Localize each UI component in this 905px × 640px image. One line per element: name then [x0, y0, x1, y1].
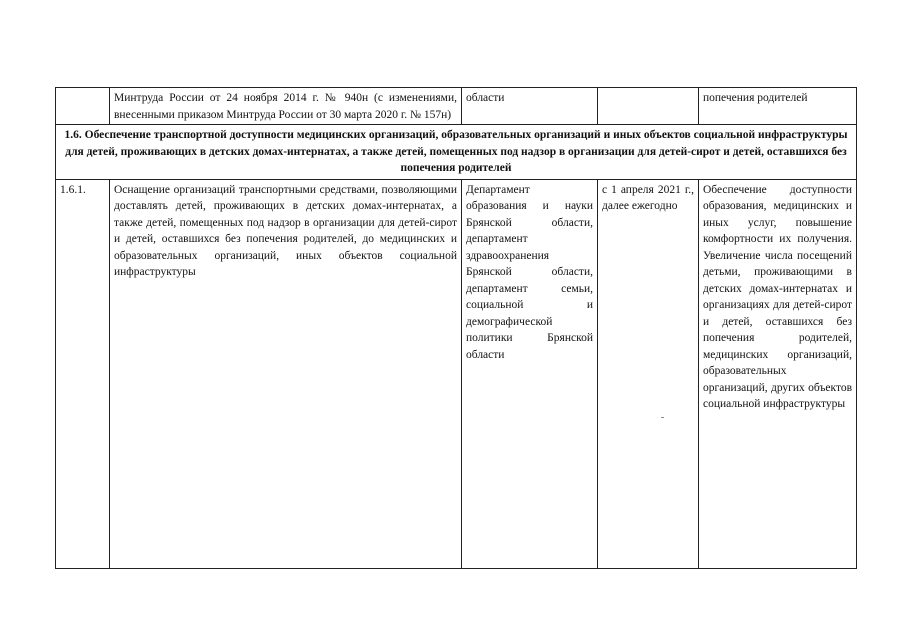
- cell-measure: Оснащение организаций транспортными средствами, позволяющими доставлять детей, проживающих в детских домах-интернатах, а также детей, помещенных под надзор в организации для детей-сирот и детей, оставшихся без попечения родителей, до медицинских и образовательных организаций, иных объектов социальной инфраструктуры: [110, 179, 462, 568]
- scan-mark: [661, 417, 664, 418]
- cell-number: [56, 88, 110, 125]
- plan-table: [55, 87, 857, 569]
- cell-deadline: [598, 88, 699, 125]
- section-heading-row: [56, 125, 857, 180]
- cell-result: Обеспечение доступности образования, медицинских и иных услуг, повышение комфортности их получения. Увеличение числа посещений детьми, проживающими в детских домах-интернатах и организациях для детей-сирот и детей, оставшихся без попечения родителей, медицинских организаций, образовательных организаций, других объектов социальной инфраструктуры: [699, 179, 857, 568]
- cell-number: 1.6.1.: [56, 179, 110, 568]
- cell-result: попечения родителей: [699, 88, 857, 125]
- cell-executor: области: [462, 88, 598, 125]
- cell-measure: Минтруда России от 24 ноября 2014 г. № 940н (с изменениями, внесенными приказом Минтруда России от 30 марта 2020 г. № 157н): [110, 88, 462, 125]
- section-heading: 1.6. Обеспечение транспортной доступности медицинских организаций, образовательных организаций и иных объектов социальной инфраструктуры для детей, проживающих в детских домах-интернатах, а также детей, помещенных под надзор в организации для детей-сирот и детей, оставшихся без попечения родителей: [56, 125, 857, 180]
- table-row: [56, 88, 857, 125]
- cell-deadline: с 1 апреля 2021 г., далее ежегодно: [598, 179, 699, 568]
- cell-executor: Департамент образования и науки Брянской области, департамент здравоохранения Брянской области, департамент семьи, социальной и демографической политики Брянской области: [462, 179, 598, 568]
- table-row: [56, 179, 857, 568]
